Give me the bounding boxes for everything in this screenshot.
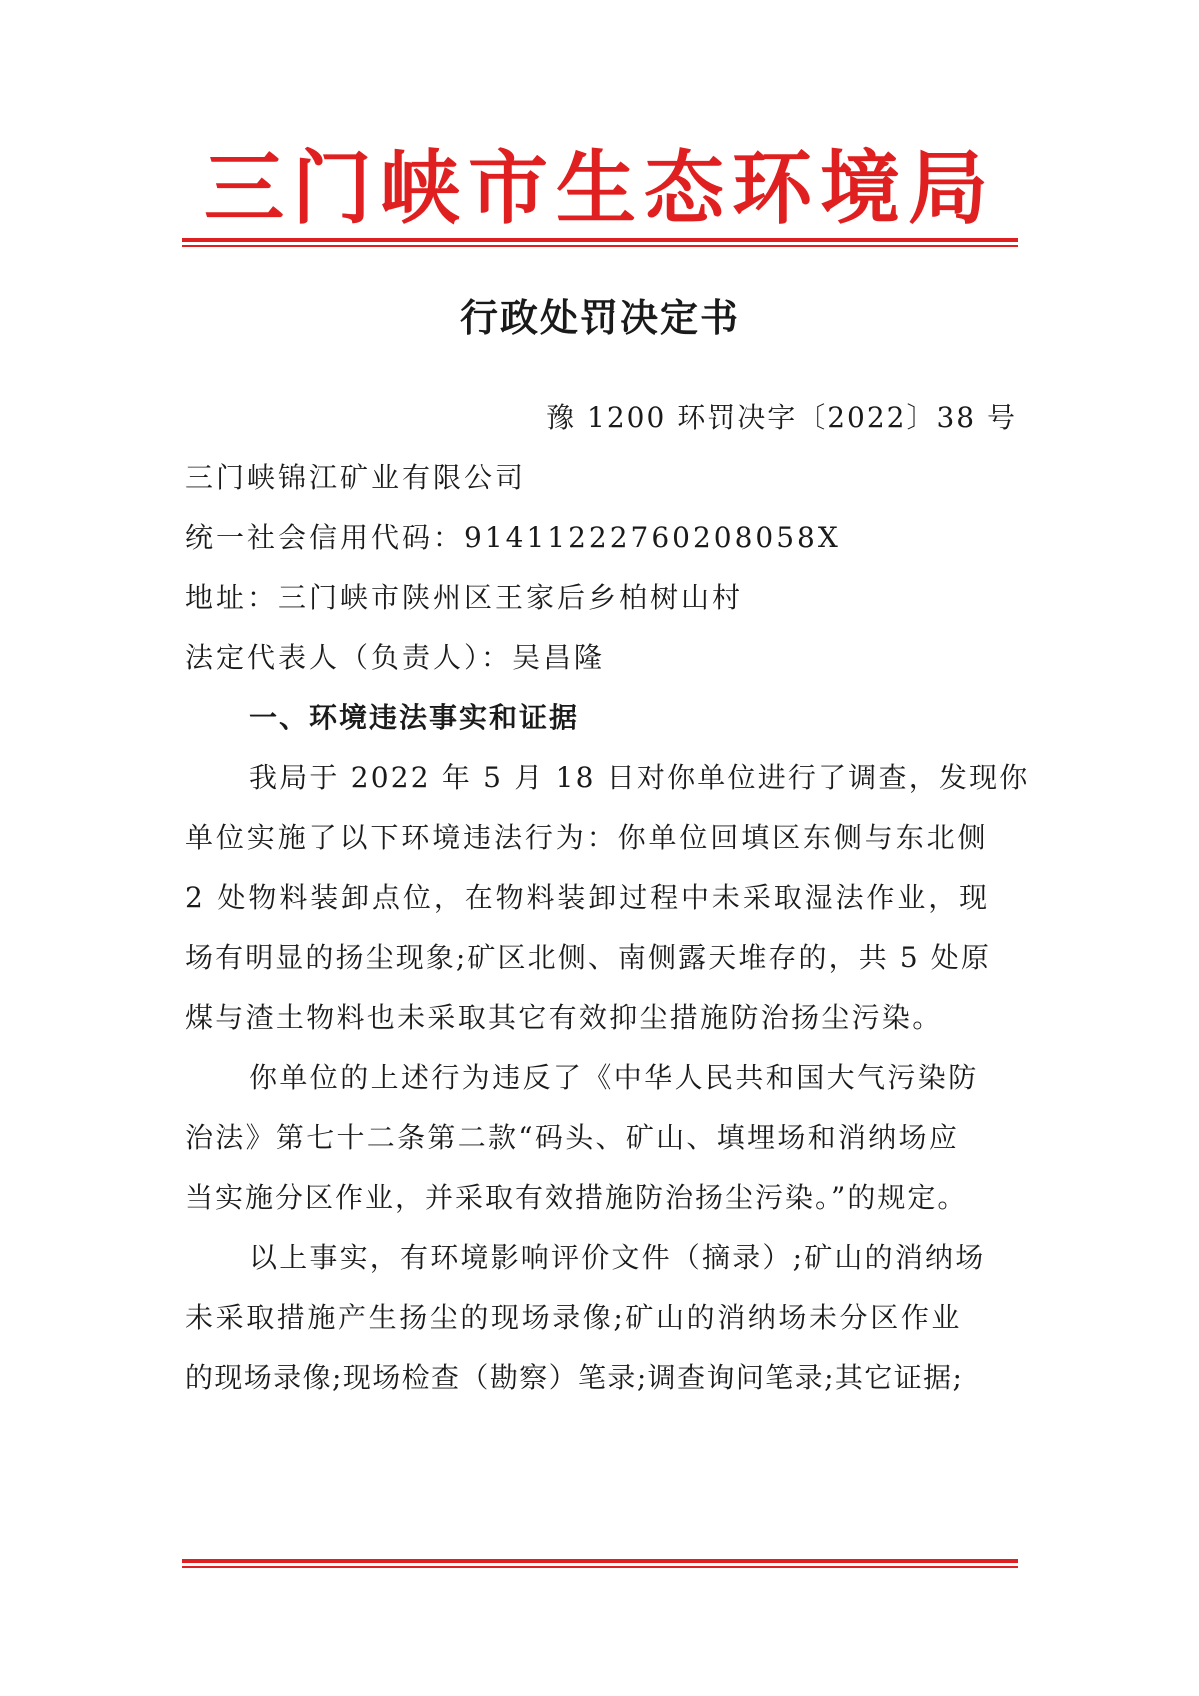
document-number: 豫 1200 环罚决字〔2022〕38 号 [546, 401, 1017, 434]
paragraph-line: 单位实施了以下环境违法行为：你单位回填区东侧与东北侧 [185, 821, 989, 854]
paragraph-line: 以上事实，有环境影响评价文件（摘录）;矿山的消纳场 [249, 1241, 986, 1274]
credit-code: 统一社会信用代码：91411222760208058X [185, 521, 841, 554]
paragraph-line: 你单位的上述行为违反了《中华人民共和国大气污染防 [249, 1061, 979, 1094]
section-heading: 一、环境违法事实和证据 [249, 701, 580, 734]
masthead-divider [182, 238, 1018, 247]
footer-divider [182, 1559, 1018, 1568]
paragraph-line: 2 处物料装卸点位，在物料装卸过程中未采取湿法作业，现 [185, 881, 991, 914]
paragraph-line: 场有明显的扬尘现象;矿区北侧、南侧露天堆存的，共 5 处原 [185, 941, 991, 974]
paragraph-line: 我局于 2022 年 5 月 18 日对你单位进行了调查，发现你 [249, 761, 1030, 794]
paragraph-line: 当实施分区作业，并采取有效措施防治扬尘污染。”的规定。 [185, 1181, 968, 1214]
document-title: 行政处罚决定书 [459, 296, 740, 340]
party-name: 三门峡锦江矿业有限公司 [185, 461, 527, 494]
paragraph-line: 未采取措施产生扬尘的现场录像;矿山的消纳场未分区作业 [185, 1301, 963, 1334]
divider-thick-line [182, 1559, 1018, 1563]
agency-masthead: 三门峡市生态环境局 [204, 141, 996, 235]
paragraph-line: 的现场录像;现场检查（勘察）笔录;调查询问笔录;其它证据; [185, 1361, 964, 1394]
party-address: 地址：三门峡市陕州区王家后乡柏树山村 [185, 581, 744, 614]
divider-thin-line [182, 1566, 1018, 1568]
paragraph-line: 治法》第七十二条第二款“码头、矿山、填埋场和消纳场应 [185, 1121, 960, 1154]
divider-thin-line [182, 245, 1018, 247]
divider-thick-line [182, 238, 1018, 242]
legal-representative: 法定代表人（负责人）：吴昌隆 [185, 641, 606, 674]
paragraph-line: 煤与渣土物料也未采取其它有效抑尘措施防治扬尘污染。 [185, 1001, 943, 1034]
